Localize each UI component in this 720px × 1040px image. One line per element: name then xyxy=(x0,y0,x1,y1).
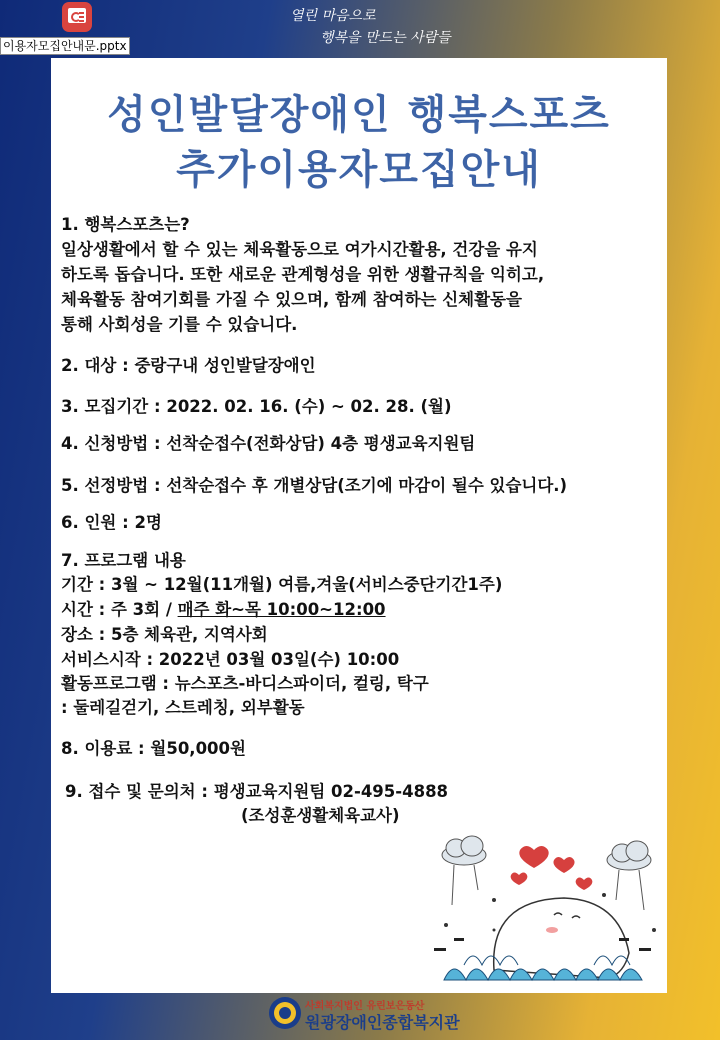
section9-contact-person: (조성훈생활체육교사) xyxy=(241,806,400,825)
section1-text-1: 일상생활에서 할 수 있는 체육활동으로 여가시간활용, 건강을 유지 xyxy=(61,240,538,259)
page-title xyxy=(51,88,667,198)
section7-time-underlined: 매주 화~목 10:00~12:00 xyxy=(177,600,386,619)
title-line2: 추가이용자모집안내 xyxy=(176,147,542,193)
slogan-line1: 열린 마음으로 xyxy=(290,8,376,24)
section1-text-3: 체육활동 참여기회를 가질 수 있으며, 함께 참여하는 신체활동을 xyxy=(61,290,522,309)
section3-period: 3. 모집기간 : 2022. 02. 16. (수) ~ 02. 28. (월) xyxy=(61,397,452,416)
section1-heading: 1. 행복스포츠는? xyxy=(61,215,190,234)
section7-period: 기간 : 3월 ~ 12월(11개월) 여름,겨울(서비스중단기간1주) xyxy=(61,575,503,594)
organization-name: 원광장애인종합복지관 xyxy=(305,1013,460,1032)
section1-text-4: 통해 사회성을 기를 수 있습니다. xyxy=(61,315,298,334)
section7-time: 시간 : 주 3회 / 매주 화~목 10:00~12:00 xyxy=(61,600,386,619)
slogan-handwriting xyxy=(280,0,460,50)
welfare-center-logo-icon xyxy=(268,996,302,1030)
section4-apply: 4. 신청방법 : 선착순접수(전화상담) 4층 평생교육지원팀 xyxy=(61,434,476,453)
section9-contact: 9. 접수 및 문의처 : 평생교육지원팀 02-495-4888 xyxy=(65,782,449,801)
section5-selection: 5. 선정방법 : 선착순접수 후 개별상담(조기에 마감이 될수 있습니다.) xyxy=(61,476,568,495)
poster-sheet xyxy=(51,58,667,993)
section2-target: 2. 대상 : 중랑구내 성인발달장애인 xyxy=(61,356,316,375)
section7-program-1: 활동프로그램 : 뉴스포츠-바디스파이더, 컬링, 탁구 xyxy=(61,674,429,693)
presentation-file-icon[interactable] xyxy=(62,2,92,32)
section8-fee: 8. 이용료 : 월50,000원 xyxy=(61,739,246,758)
section1-text-2: 하도록 돕습니다. 또한 새로운 관계형성을 위한 생활규칙을 익히고, xyxy=(61,265,545,284)
section6-count: 6. 인원 : 2명 xyxy=(61,513,162,532)
organization-subtitle: 사회복지법인 유린보은동산 xyxy=(305,1001,425,1012)
title-line1: 성인발달장애인 행복스포츠 xyxy=(107,92,611,138)
whale-illustration xyxy=(434,830,664,988)
file-name-label[interactable]: 이용자모집안내문.pptx xyxy=(0,37,130,55)
section7-program-2: : 둘레길걷기, 스트레칭, 외부활동 xyxy=(61,698,305,717)
slogan-line2: 행복을 만드는 사람들 xyxy=(320,30,451,46)
section7-place: 장소 : 5층 체육관, 지역사회 xyxy=(61,625,268,644)
section7-heading: 7. 프로그램 내용 xyxy=(61,551,186,570)
section7-start: 서비스시작 : 2022년 03월 03일(수) 10:00 xyxy=(61,650,400,669)
